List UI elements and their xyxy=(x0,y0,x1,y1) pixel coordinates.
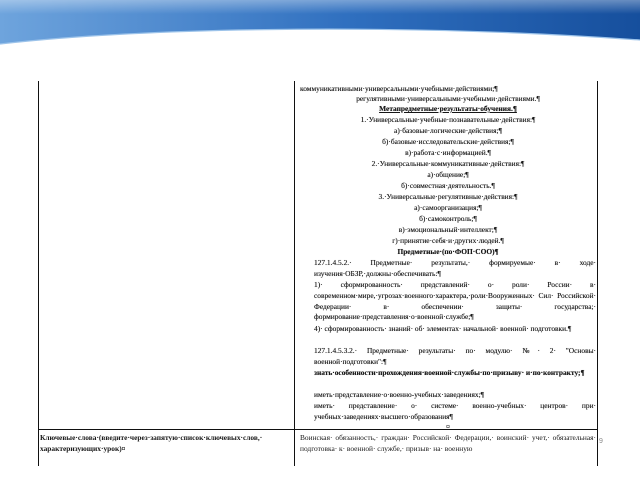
doc-line-4: 1.·Универсальные·учебные·познавательные·действия:¶ xyxy=(360,115,536,124)
slide-number: 9 xyxy=(599,438,603,445)
keywords-label: Ключевые·слова·(введите·через·запятую·список·ключевых·слов,· характеризующих·урок)¤ xyxy=(40,433,263,453)
doc-line-6: б)·базовые·исследовательские·действия;¶ xyxy=(382,137,514,146)
doc-line-12: а)·самоорганизация;¶ xyxy=(414,203,482,212)
title-band-sheen xyxy=(0,0,640,14)
doc-line-14: в)·эмоциональный·интеллект;¶ xyxy=(398,225,498,234)
table-border-middle xyxy=(294,81,295,466)
doc-line-9: а)·общение;¶ xyxy=(427,170,469,179)
doc-line-5: а)·базовые·логические·действия;¶ xyxy=(394,126,502,135)
doc-heading-meta: Метапредметные·результаты·обучения.¶ xyxy=(379,104,517,113)
table-border-left xyxy=(38,81,39,466)
doc-line-11: 3.·Универсальные·регулятивные·действия:¶ xyxy=(378,192,518,201)
document-page xyxy=(38,81,598,466)
doc-line-10: б)·совместная·деятельность.¶ xyxy=(401,181,495,190)
doc-line-13: б)·самоконтроль;¶ xyxy=(419,214,477,223)
doc-line-2: регулятивными·универсальными·учебными·действиями.¶ xyxy=(356,94,540,103)
doc-heading-subject: Предметные·(по·ФОП·СОО)¶ xyxy=(397,247,499,256)
cell-end-mark: ¤ xyxy=(446,422,450,431)
doc-line-7: в)·работа·с·информацией.¶ xyxy=(405,148,491,157)
table-border-right xyxy=(597,81,598,466)
keywords-value: Воинская· обязанность,· граждан· Российской· Федерации,· воинский· учет,· обязательная· подготовка· к· военной· службе,· призыв· на· военную xyxy=(300,433,596,453)
doc-line-1: коммуникативными·универсальными·учебными·действиями;¶ xyxy=(300,84,498,93)
doc-paragraph-5: знать·особенности·прохождения·военной·службы·по·призыву· и·по·контракту;¶ xyxy=(314,368,585,377)
decorative-swoosh xyxy=(0,18,640,64)
doc-paragraph-3: 4)· сформированность· знаний· об· элементах· начальной· военной· подготовки.¶ xyxy=(314,324,572,333)
doc-paragraph-6: иметь·представление·о·военно-учебных·заведениях;¶ xyxy=(314,390,484,399)
doc-line-15: г)·принятие·себя·и·других·людей.¶ xyxy=(392,236,504,245)
doc-paragraph-7: иметь· представление· о· системе· военно-учебных· центров· при· учебных·заведениях·высшего·образования¶ xyxy=(314,401,596,421)
doc-line-8: 2.·Универсальные·коммуникативные·действия:¶ xyxy=(371,159,525,168)
doc-paragraph-2: 1)· сформированность· представлений· о· роли· России· в· современном·мире,·угрозах·военного·характера,·роли·Вооруженных· Сил· Российской· Федерации· в· обеспечении· защиты· государства;· формирование·представления·о·военной·службе;¶ xyxy=(314,280,596,322)
doc-paragraph-4: 127.1.4.5.3.2.· Предметные· результаты· по· модулю· №· 2· "Основы· военной·подготовки":¶ xyxy=(314,346,596,366)
doc-paragraph-1: 127.1.4.5.2.· Предметные· результаты,· формируемые· в· ходе· изучения·ОБЗР,·должны·обеспечивать:¶ xyxy=(314,258,596,278)
